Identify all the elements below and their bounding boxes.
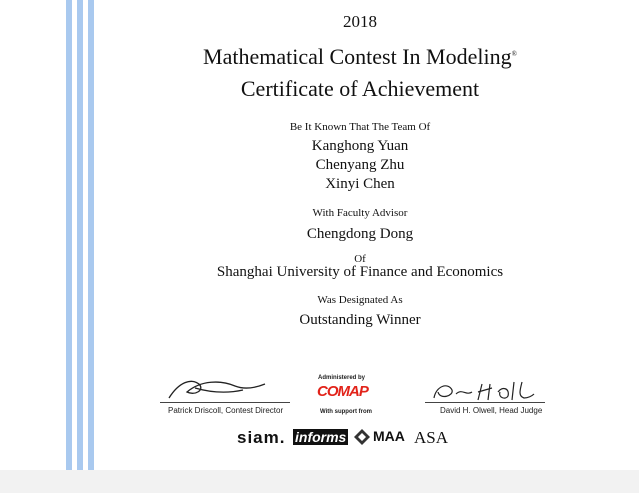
left-signature-line — [160, 402, 290, 403]
designation-label: Was Designated As — [317, 294, 403, 306]
maa-icon — [353, 428, 371, 446]
siam-logo: siam. — [237, 428, 286, 447]
team-member-2: Chenyang Zhu — [315, 157, 405, 173]
head-judge-signature — [428, 378, 538, 404]
team-member-3: Xinyi Chen — [325, 176, 395, 192]
university-name: Shanghai University of Finance and Economics — [216, 264, 504, 280]
asa-logo: ASA — [414, 428, 449, 447]
team-member-1: Kanghong Yuan — [311, 138, 409, 154]
maa-logo: MAA — [373, 428, 405, 444]
comap-logo: COMAP — [317, 383, 368, 400]
informs-logo: informs — [295, 429, 347, 445]
contest-director-signature — [165, 374, 270, 404]
head-judge-caption: David H. Olwell, Head Judge — [440, 406, 543, 415]
contest-title-text: Mathematical Contest In Modeling — [203, 44, 512, 69]
certificate-year: 2018 — [343, 12, 377, 31]
contest-director-caption: Patrick Driscoll, Contest Director — [168, 406, 284, 415]
certificate-subtitle: Certificate of Achievement — [240, 76, 480, 101]
right-signature-line — [425, 402, 545, 403]
administered-by-text: Administered by — [318, 375, 366, 381]
advisor-label: With Faculty Advisor — [312, 207, 408, 219]
intro-text: Be It Known That The Team Of — [289, 121, 431, 133]
left-stripe-1 — [66, 0, 72, 470]
designation: Outstanding Winner — [299, 312, 421, 328]
left-stripe-3 — [88, 0, 94, 470]
with-support-text: With support from — [320, 409, 372, 415]
advisor-name: Chengdong Dong — [306, 226, 414, 242]
contest-title — [110, 44, 610, 70]
left-stripe-2 — [77, 0, 83, 470]
of-label: Of — [354, 253, 366, 265]
bottom-band — [0, 470, 639, 493]
registered-mark: ® — [511, 50, 517, 58]
